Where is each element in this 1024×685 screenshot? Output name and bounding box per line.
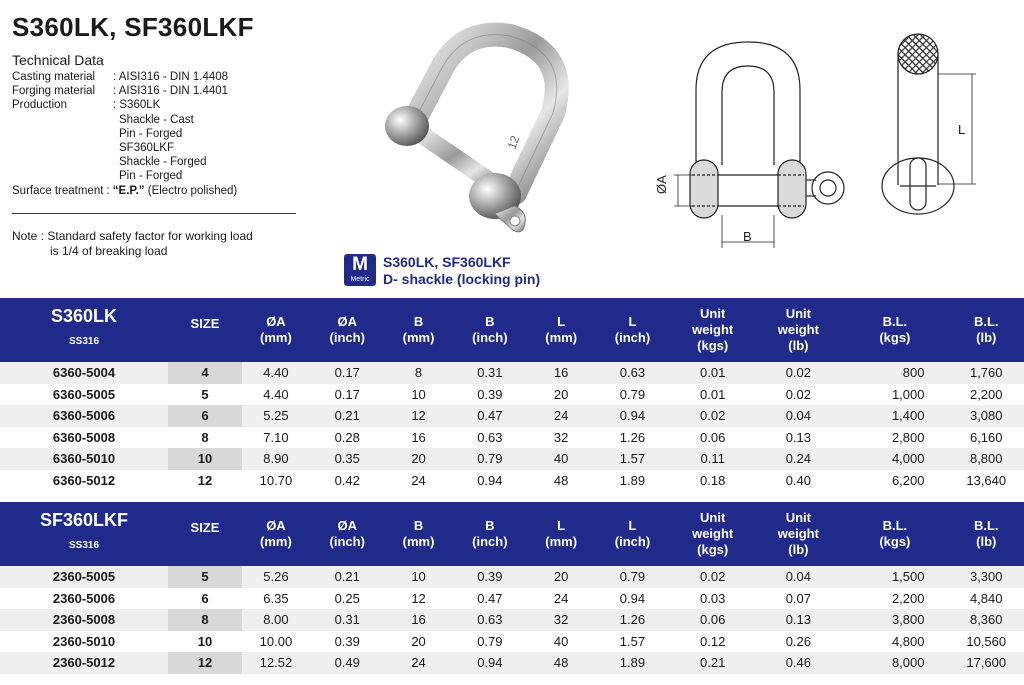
cell-diameter-mm: 8.90 — [263, 451, 289, 467]
cell-weight-lb: 0.46 — [785, 655, 812, 671]
column-header: ØA (inch) — [329, 314, 365, 345]
cell-item-code: 2360-5008 — [52, 612, 116, 628]
length-label: L — [958, 122, 966, 137]
cell-diameter-mm: 4.40 — [263, 386, 289, 402]
page-title: S360LK, SF360LKF — [12, 12, 254, 42]
model-header — [0, 502, 168, 566]
column-header: B.L. (lb) — [973, 314, 999, 345]
cell-weight-kgs: 0.01 — [700, 386, 726, 402]
spec-value: SF360LKF — [119, 142, 174, 155]
cell-size: 5 — [168, 384, 242, 406]
cell-diameter-inch: 0.17 — [334, 386, 360, 402]
cell-breaking-load-kgs: 800 — [902, 365, 925, 381]
cell-length-inch: 1.89 — [619, 655, 646, 671]
cell-diameter-mm: 8.00 — [263, 612, 289, 628]
cell-weight-kgs: 0.02 — [700, 408, 726, 424]
cell-breaking-load-lb: 1,760 — [969, 365, 1003, 381]
technical-data-list — [12, 70, 237, 198]
cell-diameter-inch: 0.25 — [334, 590, 360, 606]
cell-length-inch: 0.94 — [619, 408, 646, 424]
cell-width-inch: 0.79 — [477, 633, 503, 649]
cell-length-inch: 1.57 — [619, 633, 646, 649]
cell-breaking-load-lb: 10,560 — [966, 633, 1007, 649]
cell-breaking-load-kgs: 1,000 — [891, 386, 925, 402]
table-row — [0, 631, 1024, 653]
cell-length-mm: 24 — [553, 408, 569, 424]
cell-weight-lb: 0.26 — [785, 633, 812, 649]
spec-value: Shackle - Forged — [119, 156, 207, 169]
note-line: is 1/4 of breaking load — [50, 244, 168, 258]
spec-row-forging — [12, 84, 237, 98]
photo-size-mark: 12 — [504, 133, 523, 152]
spec-label: Forging material — [12, 85, 96, 98]
cell-item-code: 2360-5006 — [52, 590, 116, 606]
spec-value: : — [106, 184, 113, 197]
cell-width-mm: 16 — [411, 612, 426, 628]
cell-width-mm: 24 — [411, 472, 426, 488]
column-header: B.L. (kgs) — [879, 518, 911, 549]
cell-breaking-load-kgs: 2,800 — [891, 429, 925, 445]
cell-size: 6 — [168, 405, 242, 427]
cell-length-mm: 48 — [553, 655, 569, 671]
column-header: L (mm) — [545, 314, 578, 345]
cell-breaking-load-kgs: 6,200 — [891, 472, 925, 488]
cell-item-code: 6360-5004 — [52, 365, 116, 381]
cell-length-mm: 48 — [553, 472, 569, 488]
spec-label: Surface treatment — [12, 184, 104, 197]
spec-value: Shackle - Cast — [119, 113, 194, 126]
cell-length-mm: 32 — [553, 429, 569, 445]
table-row — [0, 652, 1024, 674]
cell-width-inch: 0.39 — [477, 386, 503, 402]
cell-breaking-load-lb: 6,160 — [969, 429, 1003, 445]
cell-diameter-mm: 10.00 — [259, 633, 293, 649]
column-header: ØA (mm) — [260, 518, 292, 549]
table-row — [0, 384, 1024, 406]
column-header: SIZE — [190, 316, 220, 331]
table-row — [0, 448, 1024, 470]
cell-breaking-load-kgs: 4,800 — [891, 633, 925, 649]
cell-weight-kgs: 0.18 — [700, 472, 726, 488]
cell-weight-lb: 0.04 — [785, 408, 812, 424]
cell-weight-kgs: 0.06 — [700, 612, 726, 628]
cell-size: 4 — [168, 362, 242, 384]
cell-weight-lb: 0.02 — [785, 365, 812, 381]
cell-weight-kgs: 0.01 — [700, 365, 726, 381]
spec-row-surface — [12, 184, 237, 198]
cell-width-mm: 24 — [411, 655, 426, 671]
cell-width-inch: 0.47 — [477, 590, 503, 606]
cell-item-code: 6360-5005 — [52, 386, 116, 402]
cell-length-mm: 16 — [553, 365, 569, 381]
cell-item-code: 2360-5012 — [52, 655, 116, 671]
model-name: S360LK — [50, 306, 118, 326]
table-row — [0, 470, 1024, 492]
cell-item-code: 2360-5010 — [52, 633, 116, 649]
note-line: Note : Standard safety factor for working load — [12, 229, 253, 243]
cell-weight-kgs: 0.12 — [700, 633, 726, 649]
column-header: L (inch) — [614, 518, 651, 549]
cell-weight-lb: 0.02 — [785, 386, 812, 402]
cell-size: 8 — [168, 609, 242, 631]
table-header-row — [0, 298, 1024, 362]
column-header: B.L. (lb) — [973, 518, 999, 549]
cell-item-code: 6360-5010 — [52, 451, 116, 467]
width-label: B — [743, 229, 752, 244]
technical-data-heading: Technical Data — [12, 52, 104, 68]
cell-weight-lb: 0.07 — [785, 590, 812, 606]
spec-value: Pin - Forged — [119, 170, 183, 183]
cell-width-inch: 0.47 — [477, 408, 503, 424]
cell-breaking-load-lb: 13,640 — [966, 472, 1007, 488]
cell-width-inch: 0.94 — [477, 472, 503, 488]
cell-breaking-load-lb: 8,360 — [969, 612, 1003, 628]
cell-breaking-load-lb: 3,300 — [969, 569, 1003, 585]
cell-length-inch: 1.57 — [619, 451, 646, 467]
cell-length-mm: 32 — [553, 612, 569, 628]
table-header-row — [0, 502, 1024, 566]
cell-size: 12 — [168, 470, 242, 492]
cell-diameter-inch: 0.21 — [334, 569, 360, 585]
cell-weight-kgs: 0.02 — [700, 569, 726, 585]
spec-value: : AISI316 - DIN 1.4401 — [113, 85, 229, 98]
column-header: B.L. (kgs) — [879, 314, 911, 345]
cell-size: 8 — [168, 427, 242, 449]
diameter-label: ØA — [654, 175, 669, 194]
section-divider — [12, 213, 296, 214]
spec-label: Casting material — [12, 71, 96, 83]
column-header: L (mm) — [545, 518, 578, 549]
table-row — [0, 609, 1024, 631]
cell-weight-lb: 0.04 — [785, 569, 812, 585]
cell-breaking-load-lb: 4,840 — [969, 590, 1003, 606]
cell-length-inch: 1.26 — [619, 429, 646, 445]
model-material: SS316 — [68, 336, 100, 347]
column-header: L (inch) — [614, 314, 651, 345]
cell-diameter-mm: 10.70 — [259, 472, 293, 488]
spec-table-s360lk — [0, 298, 1024, 491]
cell-size: 10 — [168, 448, 242, 470]
product-caption — [383, 254, 540, 288]
cell-diameter-inch: 0.49 — [334, 655, 360, 671]
model-header — [0, 298, 168, 362]
cell-width-mm: 8 — [414, 365, 423, 381]
column-header: Unit weight (lb) — [777, 510, 819, 557]
metric-badge — [344, 254, 376, 286]
cell-weight-lb: 0.13 — [785, 429, 812, 445]
cell-length-mm: 20 — [553, 386, 569, 402]
cell-diameter-mm: 12.52 — [259, 655, 293, 671]
cell-width-mm: 12 — [411, 590, 426, 606]
column-header: ØA (mm) — [260, 314, 292, 345]
column-header: SIZE — [190, 520, 220, 535]
cell-breaking-load-lb: 8,800 — [969, 451, 1003, 467]
cell-item-code: 6360-5008 — [52, 429, 116, 445]
cell-diameter-mm: 5.26 — [263, 569, 289, 585]
cell-diameter-inch: 0.21 — [334, 408, 360, 424]
cell-size: 6 — [168, 588, 242, 610]
column-header: Unit weight (kgs) — [692, 510, 734, 557]
cell-width-inch: 0.63 — [477, 429, 503, 445]
cell-width-inch: 0.31 — [477, 365, 503, 381]
cell-width-inch: 0.63 — [477, 612, 503, 628]
caption-models: S360LK, SF360LKF — [383, 254, 511, 270]
cell-width-mm: 10 — [411, 569, 426, 585]
safety-note — [12, 229, 253, 259]
cell-weight-lb: 0.40 — [785, 472, 812, 488]
cell-width-inch: 0.79 — [477, 451, 503, 467]
cell-length-inch: 0.63 — [619, 365, 646, 381]
cell-length-inch: 0.79 — [619, 386, 646, 402]
spec-value: (Electro polished) — [144, 184, 238, 197]
cell-size: 12 — [168, 652, 242, 674]
cell-length-mm: 40 — [553, 451, 569, 467]
cell-diameter-inch: 0.39 — [334, 633, 360, 649]
cell-weight-kgs: 0.21 — [700, 655, 726, 671]
cell-breaking-load-lb: 17,600 — [966, 655, 1007, 671]
cell-length-inch: 0.79 — [619, 569, 646, 585]
cell-width-inch: 0.39 — [477, 569, 503, 585]
cell-width-inch: 0.94 — [477, 655, 503, 671]
cell-breaking-load-kgs: 4,000 — [891, 451, 925, 467]
column-header: Unit weight (lb) — [777, 306, 819, 353]
caption-description: D- shackle (locking pin) — [383, 271, 541, 287]
cell-weight-lb: 0.13 — [785, 612, 812, 628]
cell-length-inch: 0.94 — [619, 590, 646, 606]
cell-item-code: 6360-5006 — [52, 408, 116, 424]
cell-breaking-load-lb: 3,080 — [969, 408, 1003, 424]
cell-diameter-inch: 0.31 — [334, 612, 360, 628]
cell-width-mm: 12 — [411, 408, 426, 424]
spec-table-sf360lkf — [0, 502, 1024, 674]
cell-width-mm: 10 — [411, 386, 426, 402]
cell-size: 10 — [168, 631, 242, 653]
cell-breaking-load-kgs: 1,400 — [891, 408, 925, 424]
column-header: B (inch) — [472, 518, 508, 549]
cell-diameter-mm: 6.35 — [263, 590, 289, 606]
cell-width-mm: 20 — [411, 633, 426, 649]
spec-value-bold: “E.P.” — [112, 184, 145, 197]
cell-diameter-inch: 0.42 — [334, 472, 360, 488]
cell-length-mm: 40 — [553, 633, 569, 649]
cell-size: 5 — [168, 566, 242, 588]
table-row — [0, 427, 1024, 449]
column-header: Unit weight (kgs) — [692, 306, 734, 353]
metric-badge-text: Metric — [350, 276, 370, 283]
spec-value: : S360LK — [113, 99, 161, 112]
cell-diameter-inch: 0.28 — [334, 429, 360, 445]
table-row — [0, 362, 1024, 384]
cell-diameter-mm: 4.40 — [263, 365, 289, 381]
cell-weight-lb: 0.24 — [785, 451, 812, 467]
cell-breaking-load-lb: 2,200 — [969, 386, 1003, 402]
cell-breaking-load-kgs: 8,000 — [891, 655, 925, 671]
table-row — [0, 588, 1024, 610]
spec-value: : AISI316 - DIN 1.4408 — [113, 71, 229, 83]
spec-label: Production — [12, 99, 67, 112]
cell-weight-kgs: 0.11 — [700, 451, 725, 467]
cell-item-code: 2360-5005 — [52, 569, 116, 585]
model-name: SF360LKF — [39, 510, 129, 530]
table-row — [0, 566, 1024, 588]
spec-value: Pin - Forged — [119, 127, 183, 140]
cell-length-inch: 1.26 — [619, 612, 646, 628]
spec-row-casting — [12, 70, 237, 84]
cell-weight-kgs: 0.06 — [700, 429, 726, 445]
column-header: B (mm) — [402, 518, 435, 549]
cell-breaking-load-kgs: 1,500 — [891, 569, 925, 585]
cell-diameter-inch: 0.35 — [334, 451, 360, 467]
column-header: B (mm) — [402, 314, 435, 345]
cell-diameter-mm: 7.10 — [263, 429, 289, 445]
column-header: ØA (inch) — [329, 518, 365, 549]
metric-badge-letter: M — [352, 254, 368, 275]
technical-drawing — [640, 30, 1020, 250]
cell-length-mm: 24 — [553, 590, 569, 606]
cell-item-code: 6360-5012 — [52, 472, 116, 488]
cell-width-mm: 20 — [411, 451, 426, 467]
shackle-photo — [365, 18, 595, 240]
column-header: B (inch) — [472, 314, 508, 345]
cell-weight-kgs: 0.03 — [700, 590, 726, 606]
cell-diameter-inch: 0.17 — [334, 365, 360, 381]
cell-diameter-mm: 5.25 — [263, 408, 289, 424]
spec-row-production — [12, 98, 237, 183]
cell-width-mm: 16 — [411, 429, 426, 445]
cell-breaking-load-kgs: 3,800 — [891, 612, 925, 628]
model-material: SS316 — [68, 540, 100, 551]
table-row — [0, 405, 1024, 427]
cell-length-inch: 1.89 — [619, 472, 646, 488]
cell-length-mm: 20 — [553, 569, 569, 585]
cell-breaking-load-kgs: 2,200 — [891, 590, 925, 606]
